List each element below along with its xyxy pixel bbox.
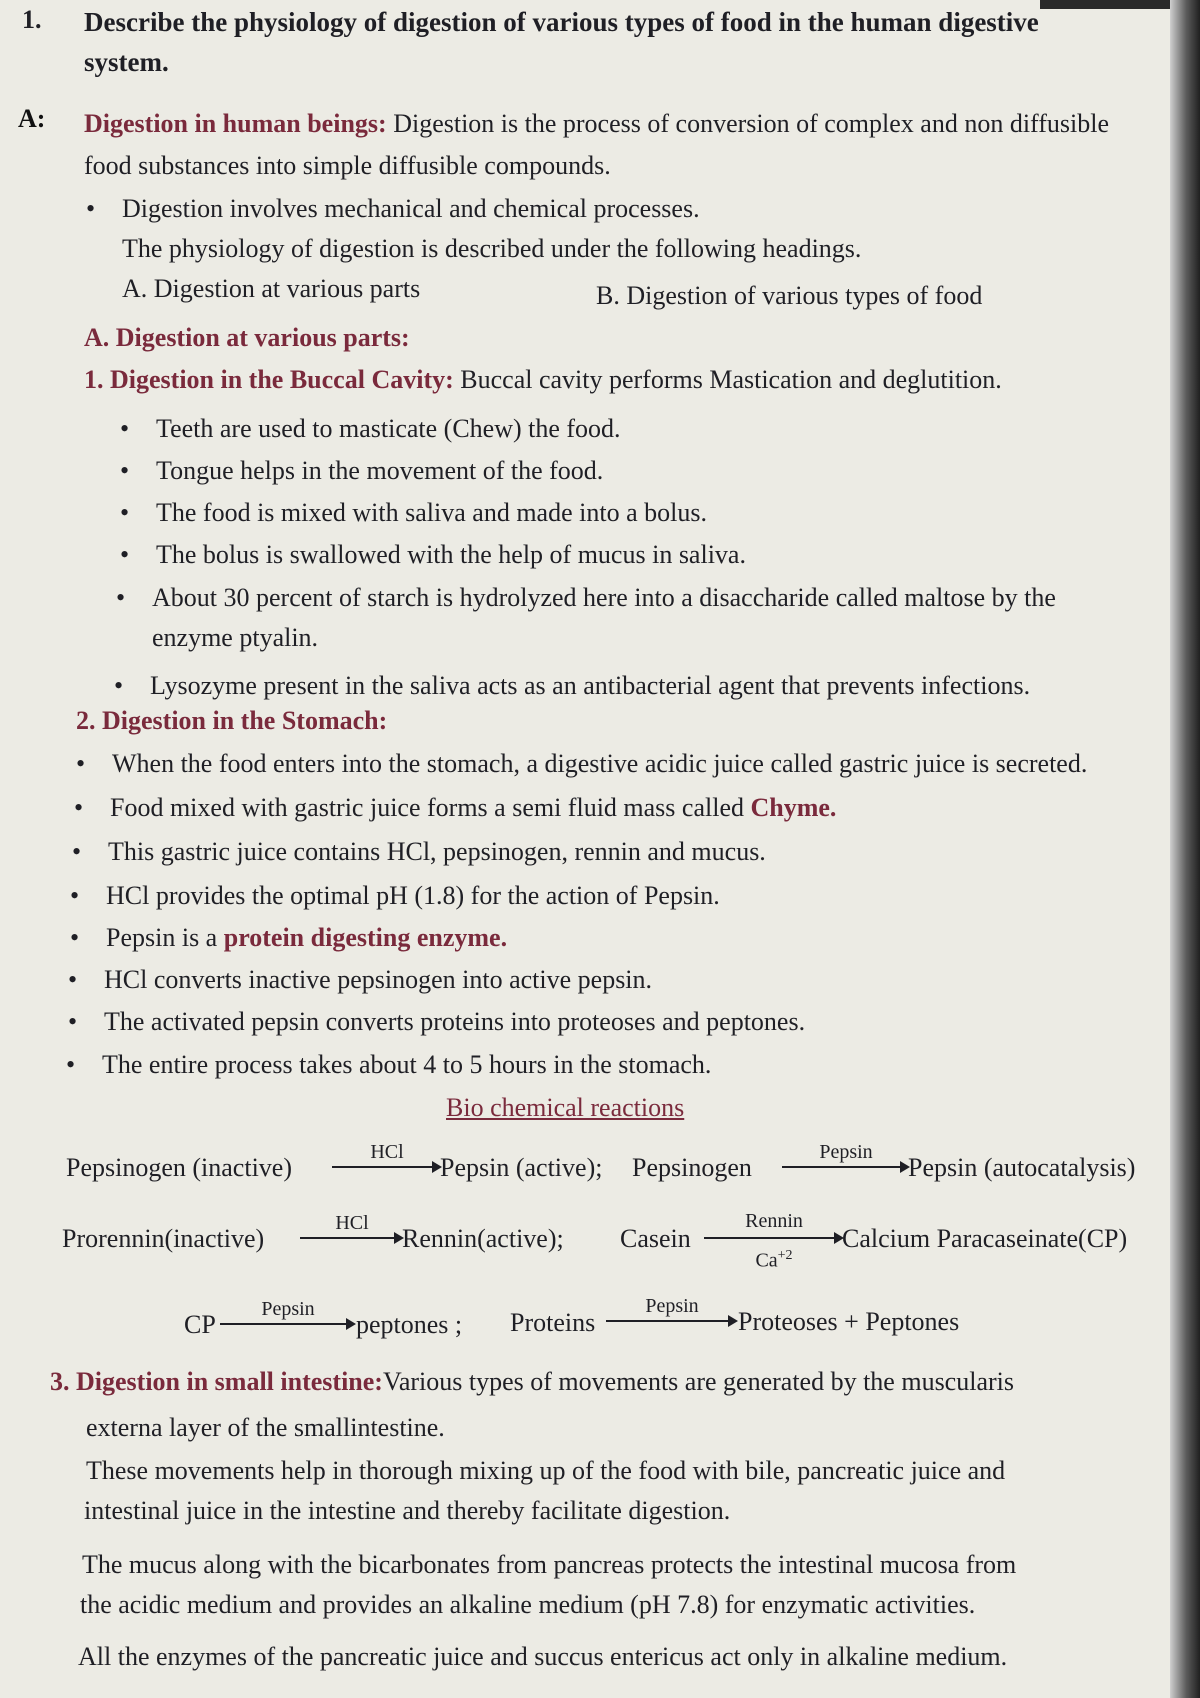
- stomach-bullet-text: Food mixed with gastric juice forms a semi fluid mass called: [110, 793, 751, 822]
- section-a-title: A. Digestion at various parts:: [84, 323, 410, 352]
- intro-point2: The physiology of digestion is described under the following headings.: [122, 234, 862, 263]
- intestine-paragraph3-line2: the acidic medium and provides an alkaline medium (pH 7.8) for enzymatic activities.: [80, 1590, 976, 1619]
- intro-line2: food substances into simple diffusible compounds.: [84, 151, 611, 180]
- buccal-bullet: • The bolus is swallowed with the help of mucus in saliva.: [156, 539, 746, 571]
- reaction-catalyst: Pepsin: [645, 1295, 699, 1317]
- reaction-product: Pepsin (active);: [440, 1153, 603, 1182]
- reaction-catalyst: HCl: [335, 1212, 369, 1234]
- buccal-title: 1. Digestion in the Buccal Cavity:: [84, 365, 454, 394]
- stomach-bullet: [106, 922, 507, 954]
- intestine-text: Various types of movements are generated by the muscularis: [382, 1367, 1014, 1396]
- reaction-product: Proteoses + Peptones: [738, 1307, 960, 1336]
- heading-a-label: A. Digestion at various parts: [122, 274, 421, 303]
- intestine-title: 3. Digestion in small intestine:: [50, 1367, 383, 1396]
- stomach-title: 2. Digestion in the Stomach:: [76, 706, 388, 735]
- stomach-bullet: • This gastric juice contains HCl, pepsinogen, rennin and mucus.: [108, 836, 766, 868]
- page-top-edge: [1040, 0, 1170, 9]
- answer-marker: A:: [18, 104, 46, 133]
- intro-text: Digestion is the process of conversion of complex and non diffusible: [386, 109, 1110, 138]
- reaction-reactant: Casein: [620, 1224, 691, 1253]
- reactions-title: Bio chemical reactions: [446, 1093, 685, 1122]
- reaction-catalyst: Pepsin: [819, 1141, 873, 1163]
- stomach-bullet: • When the food enters into the stomach, a digestive acidic juice called gastric juice is secreted.: [112, 748, 1087, 780]
- reaction-product: Pepsin (autocatalysis): [908, 1153, 1136, 1182]
- reaction-reactant: Proteins: [510, 1308, 596, 1337]
- reaction-arrow-icon: [332, 1166, 440, 1168]
- protein-enzyme-term: protein digesting enzyme.: [223, 923, 508, 952]
- reaction-catalyst: Pepsin: [261, 1298, 315, 1320]
- buccal-bullet-continuation: enzyme ptyalin.: [152, 623, 319, 652]
- intestine-paragraph2-line1: These movements help in thorough mixing up of the food with bile, pancreatic juice and: [86, 1456, 1006, 1485]
- chyme-term: Chyme.: [750, 793, 837, 822]
- buccal-text: Buccal cavity performs Mastication and deglutition.: [453, 365, 1002, 394]
- buccal-bullet: • Tongue helps in the movement of the food.: [156, 455, 603, 487]
- page-edge-shadow: [1170, 0, 1200, 1698]
- stomach-bullet: • The entire process takes about 4 to 5 hours in the stomach.: [102, 1049, 711, 1081]
- intestine-paragraph2-line2: intestinal juice in the intestine and thereby facilitate digestion.: [84, 1496, 731, 1525]
- intro-heading: Digestion in human beings:: [84, 109, 387, 138]
- stomach-bullet: • HCl converts inactive pepsinogen into active pepsin.: [104, 964, 652, 996]
- reaction-arrow-icon: [220, 1323, 354, 1325]
- question-text-line2: system.: [84, 47, 169, 77]
- stomach-bullet-text: Pepsin is a: [106, 923, 224, 952]
- buccal-title-line: [84, 364, 1002, 396]
- question-number: 1.: [22, 5, 42, 34]
- cofactor-charge: +2: [777, 1248, 793, 1263]
- reaction-product: Calcium Paracaseinate(CP): [842, 1224, 1128, 1253]
- reaction-reactant: Pepsinogen: [632, 1153, 752, 1182]
- cofactor-symbol: Ca: [755, 1249, 778, 1272]
- intestine-title-line: [50, 1366, 1014, 1398]
- reaction-product: Rennin(active);: [402, 1224, 564, 1253]
- heading-b-label: B. Digestion of various types of food: [596, 281, 983, 310]
- reaction-catalyst: Rennin: [745, 1210, 803, 1232]
- reaction-reactant: CP: [184, 1310, 216, 1339]
- reaction-arrow-icon: [300, 1237, 402, 1239]
- reaction-cofactor: [704, 1245, 844, 1272]
- intestine-line2: externa layer of the smallintestine.: [86, 1413, 445, 1442]
- reaction-reactant: Prorennin(inactive): [62, 1224, 265, 1253]
- reaction-arrow-icon: [606, 1320, 736, 1322]
- question-text-line1: Describe the physiology of digestion of various types of food in the human digestive: [84, 7, 1039, 37]
- buccal-bullet: • The food is mixed with saliva and made into a bolus.: [156, 497, 707, 529]
- buccal-bullet: • Lysozyme present in the saliva acts as an antibacterial agent that prevents infections.: [150, 670, 1030, 702]
- intestine-paragraph4: All the enzymes of the pancreatic juice and succus entericus act only in alkaline medium.: [78, 1642, 1008, 1671]
- stomach-bullet: • The activated pepsin converts proteins into proteoses and peptones.: [104, 1006, 805, 1038]
- reaction-product: peptones ;: [356, 1310, 463, 1339]
- buccal-bullet: • About 30 percent of starch is hydrolyzed here into a disaccharide called maltose by the: [152, 582, 1056, 614]
- reaction-reactant: Pepsinogen (inactive): [66, 1153, 292, 1182]
- intro-point1: • Digestion involves mechanical and chemical processes.: [122, 193, 700, 225]
- reaction-arrow-icon: [704, 1237, 842, 1239]
- intestine-paragraph3-line1: The mucus along with the bicarbonates from pancreas protects the intestinal mucosa from: [82, 1550, 1017, 1579]
- buccal-bullet: • Teeth are used to masticate (Chew) the food.: [156, 413, 621, 445]
- reaction-arrow-icon: [782, 1166, 908, 1168]
- reaction-catalyst: HCl: [370, 1141, 404, 1163]
- stomach-bullet: [110, 792, 836, 824]
- stomach-bullet: • HCl provides the optimal pH (1.8) for the action of Pepsin.: [106, 880, 720, 912]
- intro-paragraph: [84, 108, 1109, 140]
